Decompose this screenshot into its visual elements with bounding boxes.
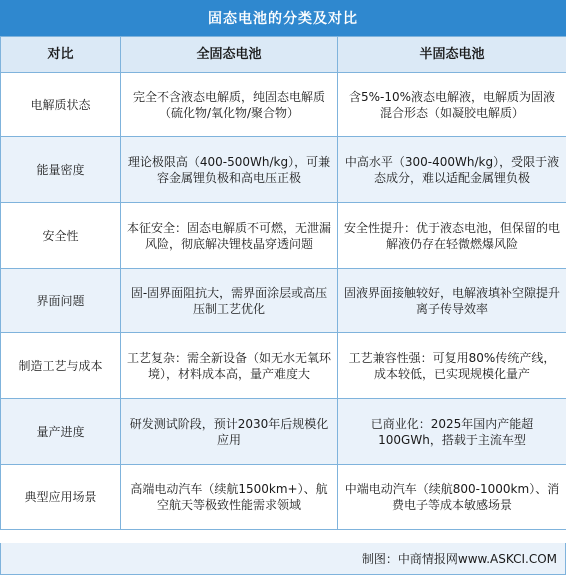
row-label: 能量密度 [1, 137, 121, 203]
header-semi-solid: 半固态电池 [338, 37, 566, 73]
table-row [1, 333, 566, 399]
table-row [1, 269, 566, 333]
cell-semi-solid: 中高水平（300-400Wh/kg），受限于液态成分，难以适配金属锂负极 [338, 137, 566, 203]
cell-all-solid: 高端电动汽车（续航1500km+）、航空航天等极致性能需求领域 [121, 465, 338, 530]
cell-all-solid: 固-固界面阻抗大，需界面涂层或高压压制工艺优化 [121, 269, 338, 333]
row-label: 典型应用场景 [1, 465, 121, 530]
row-label: 量产进度 [1, 399, 121, 465]
cell-all-solid: 研发测试阶段，预计2030年后规模化应用 [121, 399, 338, 465]
page-title: 固态电池的分类及对比 [0, 0, 566, 36]
table-row [1, 399, 566, 465]
row-label: 界面问题 [1, 269, 121, 333]
cell-semi-solid: 已商业化：2025年国内产能超100GWh，搭载于主流车型 [338, 399, 566, 465]
cell-semi-solid: 含5%-10%液态电解液，电解质为固液混合形态（如凝胶电解质） [338, 73, 566, 137]
cell-all-solid: 工艺复杂：需全新设备（如无水无氧环境），材料成本高，量产难度大 [121, 333, 338, 399]
comparison-table [0, 36, 566, 530]
table-row [1, 73, 566, 137]
header-compare: 对比 [1, 37, 121, 73]
cell-semi-solid: 固液界面接触较好，电解液填补空隙提升离子传导效率 [338, 269, 566, 333]
table-row [1, 203, 566, 269]
header-all-solid: 全固态电池 [121, 37, 338, 73]
cell-all-solid: 本征安全：固态电解质不可燃，无泄漏风险，彻底解决锂枝晶穿透问题 [121, 203, 338, 269]
cell-all-solid: 完全不含液态电解质，纯固态电解质（硫化物/氧化物/聚合物） [121, 73, 338, 137]
row-label: 电解质状态 [1, 73, 121, 137]
cell-semi-solid: 中端电动汽车（续航800-1000km）、消费电子等成本敏感场景 [338, 465, 566, 530]
cell-all-solid: 理论极限高（400-500Wh/kg），可兼容金属锂负极和高电压正极 [121, 137, 338, 203]
cell-semi-solid: 安全性提升：优于液态电池，但保留的电解液仍存在轻微燃爆风险 [338, 203, 566, 269]
table-row [1, 465, 566, 530]
row-label: 制造工艺与成本 [1, 333, 121, 399]
row-label: 安全性 [1, 203, 121, 269]
table-row [1, 137, 566, 203]
source-credit: 制图：中商情报网www.ASKCI.COM [0, 543, 566, 575]
table-header-row [1, 37, 566, 73]
cell-semi-solid: 工艺兼容性强：可复用80%传统产线，成本较低，已实现规模化量产 [338, 333, 566, 399]
